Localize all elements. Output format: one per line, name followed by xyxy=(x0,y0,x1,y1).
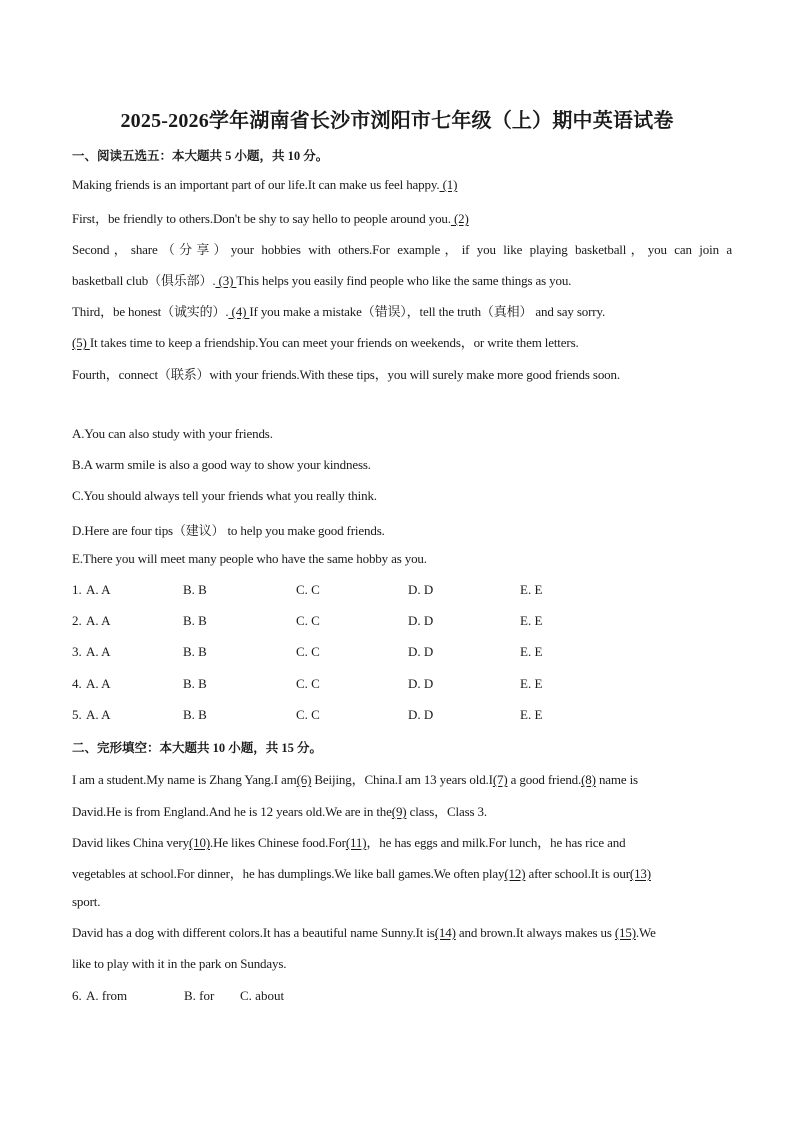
option-c[interactable]: C. C xyxy=(296,707,320,722)
passage-text: This helps you easily find people who like the same things as you. xyxy=(236,273,572,288)
option-c[interactable]: C. C xyxy=(296,644,320,659)
option-a[interactable]: A. A xyxy=(86,676,111,691)
choice-b: B.A warm smile is also a good way to show your kindness. xyxy=(72,457,371,472)
blank-10: (10) xyxy=(188,835,210,850)
section-heading-cloze: 二、完形填空：本大题共 10 小题，共 15 分。 xyxy=(72,741,323,755)
passage-line xyxy=(72,332,732,351)
option-e[interactable]: E. E xyxy=(520,676,543,691)
passage-line: Second，share（分享）your hobbies with others.For example，if you like playing basketball，you can join a xyxy=(72,242,732,257)
passage-line xyxy=(72,301,732,320)
option-c[interactable]: C. about xyxy=(240,988,285,1003)
option-d[interactable]: D. D xyxy=(408,707,434,722)
cloze-line xyxy=(72,863,732,882)
page-title: 2025-2026学年湖南省长沙市浏阳市七年级（上）期中英语试卷 xyxy=(120,110,674,132)
blank-4: (4) xyxy=(228,304,250,319)
blank-14: (14) xyxy=(434,925,456,940)
section-heading-reading: 一、阅读五选五：本大题共 5 小题，共 10 分。 xyxy=(72,149,329,163)
passage-text: Third，be honest（诚实的）. xyxy=(72,304,229,319)
blank-6: (6) xyxy=(296,772,312,787)
cloze-line xyxy=(72,925,732,941)
option-d[interactable]: D. D xyxy=(408,644,434,659)
passage-text: Making friends is an important part of our life.It can make us feel happy. xyxy=(72,177,440,192)
blank-3: (3) xyxy=(215,273,237,288)
cloze-line xyxy=(72,801,732,820)
option-b[interactable]: B. B xyxy=(183,582,207,597)
passage-line xyxy=(72,177,732,193)
blank-11: (11) xyxy=(345,835,367,850)
cloze-line: sport. xyxy=(72,894,101,909)
option-b[interactable]: B. B xyxy=(183,613,207,628)
choice-e: E.There you will meet many people who have the same hobby as you. xyxy=(72,551,427,566)
passage-line xyxy=(72,208,732,227)
option-a[interactable]: A. from xyxy=(86,988,128,1003)
question-number: 1. xyxy=(72,582,82,597)
blank-1: (1) xyxy=(439,177,458,192)
choice-d: D.Here are four tips（建议） to help you make good friends. xyxy=(72,523,385,538)
passage-text: First，be friendly to others.Don't be shy to say hello to people around you. xyxy=(72,211,451,226)
cloze-text: and brown.It always makes us xyxy=(455,925,615,940)
cloze-text: ，he has eggs and milk.For lunch，he has rice and xyxy=(366,835,626,850)
option-d[interactable]: D. D xyxy=(408,676,434,691)
option-e[interactable]: E. E xyxy=(520,644,543,659)
option-c[interactable]: C. C xyxy=(296,676,320,691)
passage-text: It takes time to keep a friendship.You can meet your friends on weekends，or write them letters. xyxy=(89,335,579,350)
blank-7: (7) xyxy=(492,772,508,787)
blank-2: (2) xyxy=(450,211,469,226)
option-c[interactable]: C. C xyxy=(296,613,320,628)
passage-line xyxy=(72,270,732,289)
option-b[interactable]: B. B xyxy=(183,676,207,691)
passage-line: Fourth，connect（联系）with your friends.With these tips，you will surely make more good friends soon. xyxy=(72,367,620,382)
question-number: 6. xyxy=(72,988,82,1003)
cloze-line xyxy=(72,832,732,851)
question-number: 2. xyxy=(72,613,82,628)
option-a[interactable]: A. A xyxy=(86,613,111,628)
cloze-text: vegetables at school.For dinner，he has dumplings.We like ball games.We often play xyxy=(72,866,505,881)
cloze-text: David likes China very xyxy=(72,835,189,850)
cloze-text: .He likes Chinese food.For xyxy=(210,835,346,850)
blank-15: (15) xyxy=(614,925,636,940)
cloze-line xyxy=(72,769,732,788)
blank-8: (8) xyxy=(581,772,596,787)
question-number: 4. xyxy=(72,676,82,691)
passage-text: If you make a mistake（错误），tell the truth（真相） and say sorry. xyxy=(249,304,606,319)
option-a[interactable]: A. A xyxy=(86,707,111,722)
cloze-text: David has a dog with different colors.It has a beautiful name Sunny.It is xyxy=(72,925,435,940)
option-a[interactable]: A. A xyxy=(86,644,111,659)
option-e[interactable]: E. E xyxy=(520,707,543,722)
blank-5: (5) xyxy=(72,335,90,350)
option-b[interactable]: B. B xyxy=(183,644,207,659)
option-e[interactable]: E. E xyxy=(520,582,543,597)
cloze-text: after school.It is our xyxy=(525,866,630,881)
cloze-text: name is xyxy=(595,772,638,787)
option-b[interactable]: B. for xyxy=(184,988,215,1003)
cloze-text: a good friend. xyxy=(507,772,582,787)
choice-c: C.You should always tell your friends what you really think. xyxy=(72,488,377,503)
passage-text: basketball club（俱乐部）. xyxy=(72,273,216,288)
option-b[interactable]: B. B xyxy=(183,707,207,722)
blank-12: (12) xyxy=(504,866,526,881)
choice-a: A.You can also study with your friends. xyxy=(72,426,273,441)
cloze-text: I am a student.My name is Zhang Yang.I am xyxy=(72,772,297,787)
question-number: 3. xyxy=(72,644,82,659)
option-e[interactable]: E. E xyxy=(520,613,543,628)
cloze-text: David.He is from England.And he is 12 years old.We are in the xyxy=(72,804,392,819)
cloze-text: Beijing，China.I am 13 years old.I xyxy=(311,772,493,787)
option-d[interactable]: D. D xyxy=(408,582,434,597)
option-a[interactable]: A. A xyxy=(86,582,111,597)
option-d[interactable]: D. D xyxy=(408,613,434,628)
option-c[interactable]: C. C xyxy=(296,582,320,597)
question-number: 5. xyxy=(72,707,82,722)
blank-13: (13) xyxy=(629,866,651,881)
cloze-text: .We xyxy=(635,925,656,940)
cloze-line: like to play with it in the park on Sundays. xyxy=(72,956,287,971)
blank-9: (9) xyxy=(391,804,407,819)
cloze-text: class，Class 3. xyxy=(406,804,487,819)
